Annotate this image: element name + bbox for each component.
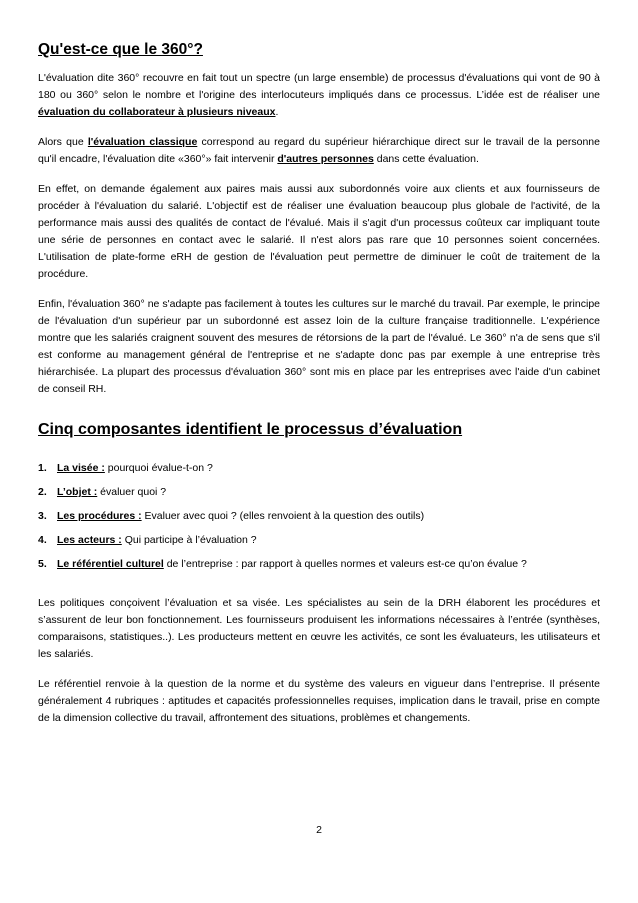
paragraph-text: . [275, 106, 279, 118]
list-item-body [57, 484, 600, 501]
list-term: L’objet : [57, 486, 98, 498]
list-item-body [57, 508, 600, 525]
list-item-body [57, 460, 600, 477]
list-term: Les procédures : [57, 510, 142, 522]
list-item-body [57, 556, 600, 573]
paragraph-classic-evaluation [38, 134, 600, 168]
list-term: Les acteurs : [57, 534, 122, 546]
list-number: 4. [38, 534, 47, 546]
list-item-body [57, 532, 600, 549]
list-item [38, 556, 600, 573]
list-term: Le référentiel culturel [57, 558, 164, 570]
emphasized-text: évaluation du collaborateur à plusieurs niveaux [38, 106, 276, 118]
paragraph-text: dans cette évaluation. [373, 153, 479, 165]
paragraph-evaluators [38, 181, 600, 283]
paragraph-text: Enfin, l'évaluation 360° ne s'adapte pas facilement à toutes les cultures sur le marché du travail. Par exemple, le principe de l'évaluation d'un supérieur par un subordonné est assez loin de la culture française traditionnelle. L'expérience montre que les salariés craignent souvent des mesures de rétorsions de la part de l'évalué. Le 360° n'a de sens que s'il est conforme au management général de l'entreprise et ne s'adapte donc pas par exemple à une entreprise très hiérarchisée. La plupart des processus d'évaluation 360° sont mis en place par les entreprises avec l'aide d'un cabinet de conseil RH. [38, 298, 600, 395]
list-text: pourquoi évalue-t-on ? [104, 462, 213, 474]
list-number: 3. [38, 510, 47, 522]
paragraph-culture [38, 296, 600, 398]
paragraph-framework: Le référentiel renvoie à la question de la norme et du système des valeurs en vigueur dans l’entreprise. Il présente généralement 4 rubriques : aptitudes et capacités professionnelles requises, implication dans le travail, prise en compte de la dimension collective du travail, affrontement des situations, problèmes et changements. [38, 678, 600, 724]
list-text: de l’entreprise : par rapport à quelles normes et valeurs est-ce qu’on évalue ? [163, 558, 527, 570]
list-item [38, 532, 600, 549]
paragraph-text: L'évaluation dite 360° recouvre en fait tout un spectre (un large ensemble) de processus d'évaluations qui vont de 90 à 180 ou 360° selon le nombre et l'origine des interlocuteurs impliqués dans ce processus. L’idée est de réaliser une [38, 72, 600, 101]
page-number: 2 [316, 824, 322, 836]
list-number: 5. [38, 558, 47, 570]
paragraph-text: Alors que [38, 136, 88, 148]
section-heading-360: Qu'est-ce que le 360°? [38, 41, 203, 58]
list-text: évaluer quoi ? [97, 486, 167, 498]
list-item [38, 460, 600, 477]
list-item [38, 484, 600, 501]
paragraph-roles: Les politiques conçoivent l’évaluation et sa visée. Les spécialistes au sein de la DRH élaborent les procédures et s’assurent de leur bon fonctionnement. Les fournisseurs produisent les informations nécessaires à l’entrée (synthèses, comparaisons, statistiques..). Les producteurs mettent en œuvre les activités, ce sont les évaluateurs, les utilisateurs et les salariés. [38, 597, 600, 660]
list-number: 2. [38, 486, 47, 498]
section-heading-components: Cinq composantes identifient le processus d’évaluation [38, 421, 463, 438]
paragraph-text: En effet, on demande également aux paires mais aussi aux subordonnés voire aux clients et aux fournisseurs de procéder à l'évaluation du salarié. L'objectif est de réaliser une évaluation beaucoup plus globale de l'activité, de la performance mais aussi des qualités de contact de l'évalué. Mais il s'agit d'un processus coûteux car impliquant toute une série de personnes en contact avec le salarié. Il n'est alors pas rare que 10 personnes soient concernées. L'utilisation de plate-forme eRH de gestion de l'évaluation peut permettre de diminuer le coût de traitement de la procédure. [38, 183, 600, 280]
emphasized-text: d'autres personnes [277, 153, 374, 165]
paragraph-text: correspond au regard du supérieur hiérarchique direct sur le travail de la personne qu'il encadre, l'évaluation dite «360°» fait intervenir [38, 136, 600, 165]
list-text: Evaluer avec quoi ? (elles renvoient à la question des outils) [141, 510, 425, 522]
document-body [38, 39, 600, 740]
components-list [38, 460, 600, 573]
list-term: La visée : [57, 462, 105, 474]
list-item [38, 508, 600, 525]
list-text: Qui participe à l’évaluation ? [121, 534, 257, 546]
emphasized-text: l'évaluation classique [87, 136, 198, 148]
paragraph-360-definition [38, 70, 600, 121]
list-number: 1. [38, 462, 47, 474]
